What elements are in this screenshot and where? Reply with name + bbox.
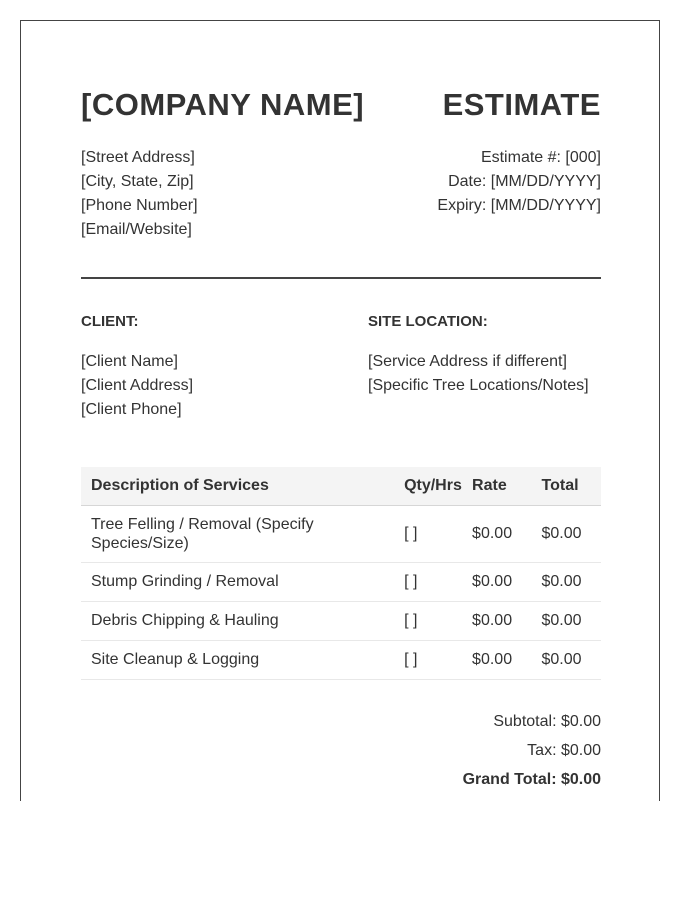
table-row bbox=[81, 641, 601, 680]
service-rate: $0.00 bbox=[462, 602, 531, 641]
site-address: [Service Address if different] bbox=[368, 353, 567, 370]
header-total: Total bbox=[532, 467, 602, 506]
subtotal: Subtotal: $0.00 bbox=[493, 713, 601, 730]
company-address-block bbox=[81, 146, 198, 242]
tax: Tax: $0.00 bbox=[527, 742, 601, 759]
service-total: $0.00 bbox=[532, 563, 602, 602]
service-rate: $0.00 bbox=[462, 563, 531, 602]
header-qty: Qty/Hrs bbox=[392, 467, 462, 506]
service-rate: $0.00 bbox=[462, 641, 531, 680]
table-row bbox=[81, 563, 601, 602]
client-label: CLIENT: bbox=[81, 313, 139, 330]
client-name: [Client Name] bbox=[81, 353, 178, 370]
document-title: ESTIMATE bbox=[442, 87, 601, 122]
service-description: Debris Chipping & Hauling bbox=[81, 602, 392, 641]
service-total: $0.00 bbox=[532, 506, 602, 563]
client-address: [Client Address] bbox=[81, 377, 194, 394]
table-row bbox=[81, 506, 601, 563]
service-description: Tree Felling / Removal (Specify Species/Size) bbox=[81, 506, 392, 563]
table-row bbox=[81, 602, 601, 641]
service-description: Site Cleanup & Logging bbox=[81, 641, 392, 680]
company-email: [Email/Website] bbox=[81, 221, 192, 238]
services-header-row bbox=[81, 467, 601, 506]
services-table bbox=[81, 467, 601, 680]
company-name: [COMPANY NAME] bbox=[81, 87, 365, 122]
estimate-date: Date: [MM/DD/YYYY] bbox=[448, 173, 601, 190]
service-description: Stump Grinding / Removal bbox=[81, 563, 392, 602]
site-location-section bbox=[368, 312, 608, 398]
estimate-number: Estimate #: [000] bbox=[480, 149, 601, 166]
site-notes: [Specific Tree Locations/Notes] bbox=[368, 377, 589, 394]
client-phone: [Client Phone] bbox=[81, 401, 182, 418]
service-qty: [ ] bbox=[392, 602, 462, 641]
header-divider bbox=[81, 277, 601, 279]
service-total: $0.00 bbox=[532, 641, 602, 680]
site-location-label: SITE LOCATION: bbox=[368, 313, 488, 330]
estimate-expiry: Expiry: [MM/DD/YYYY] bbox=[437, 197, 601, 214]
header-description: Description of Services bbox=[81, 467, 392, 506]
service-rate: $0.00 bbox=[462, 506, 531, 563]
service-qty: [ ] bbox=[392, 506, 462, 563]
company-street: [Street Address] bbox=[81, 149, 195, 166]
document-header bbox=[81, 87, 601, 127]
estimate-page bbox=[20, 20, 660, 801]
company-phone: [Phone Number] bbox=[81, 197, 198, 214]
estimate-meta-block bbox=[437, 146, 601, 218]
totals-block bbox=[463, 711, 601, 798]
company-city: [City, State, Zip] bbox=[81, 173, 194, 190]
service-qty: [ ] bbox=[392, 563, 462, 602]
service-qty: [ ] bbox=[392, 641, 462, 680]
header-rate: Rate bbox=[462, 467, 531, 506]
client-section bbox=[81, 312, 341, 422]
grand-total: Grand Total: $0.00 bbox=[462, 771, 601, 788]
service-total: $0.00 bbox=[532, 602, 602, 641]
